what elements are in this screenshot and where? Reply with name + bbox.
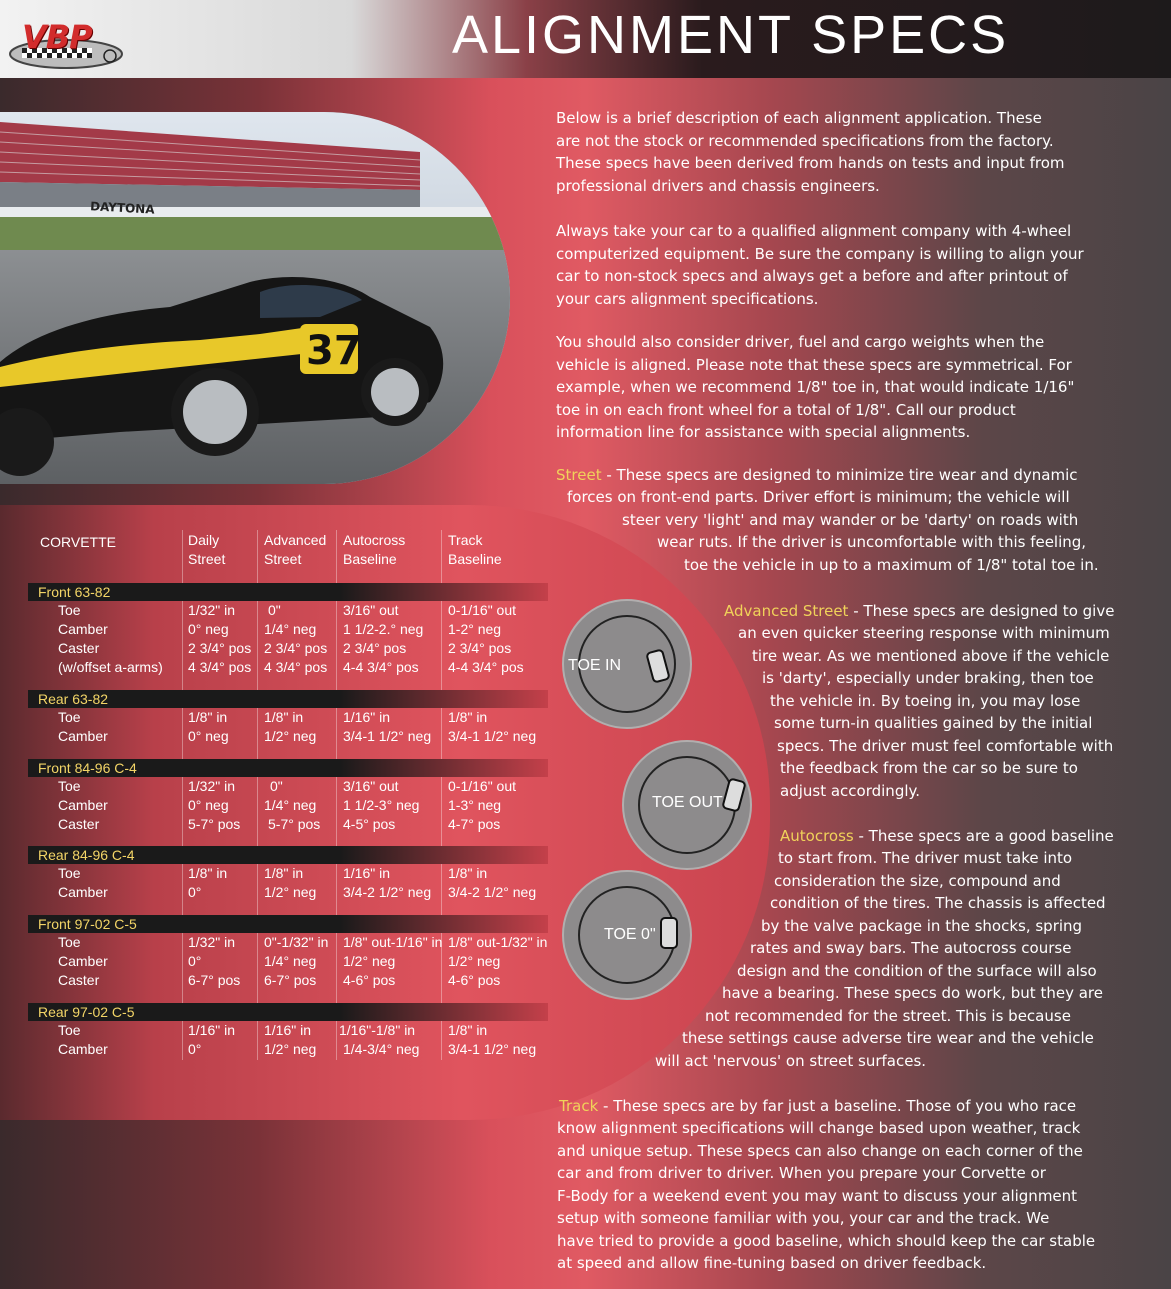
column-header-line: Track [448, 532, 483, 548]
daytona-banner: DAYTONA [89, 199, 155, 217]
intro-line: toe in on each front wheel for a total of 1/8". Call our product [556, 400, 1016, 419]
row-label: Camber [58, 953, 108, 969]
group-label: Front 84-96 C-4 [38, 760, 137, 776]
autocross-line: have a bearing. These specs do work, but they are [722, 984, 1103, 1002]
page-title: ALIGNMENT SPECS [452, 5, 1010, 65]
table-cell: 0-1/16" out [448, 602, 517, 618]
advanced-street-keyword: Advanced Street [724, 602, 849, 620]
column-header-line: Baseline [343, 551, 397, 567]
table-cell: 6-7° pos [188, 972, 241, 988]
row-label: Camber [58, 884, 108, 900]
table-cell: 5-7° pos [188, 816, 241, 832]
intro-line: are not the stock or recommended specifications from the factory. [556, 131, 1054, 150]
advanced-line: some turn-in qualities gained by the initial [774, 714, 1093, 732]
intro-line: You should also consider driver, fuel and cargo weights when the [556, 333, 1045, 351]
group-header-front-63-82 [28, 583, 548, 601]
table-cell: 1/2° neg [264, 884, 317, 900]
row-label: Toe [58, 778, 81, 794]
table-cell: 1/8" in [264, 865, 304, 881]
row-label: Caster [58, 972, 100, 988]
column-header-line: Autocross [343, 532, 406, 548]
autocross-line: will act 'nervous' on street surfaces. [655, 1052, 927, 1070]
table-cell: 0" [270, 778, 283, 794]
toe-out-diagram [622, 740, 752, 870]
toe-out-label: TOE OUT [652, 794, 723, 811]
table-cell: 3/4-2 1/2° neg [448, 884, 537, 900]
column-divider [257, 530, 258, 1060]
intro-paragraph-3 [556, 331, 1156, 444]
autocross-line: by the valve package in the shocks, spring [761, 917, 1083, 935]
table-cell: 0° [188, 953, 202, 969]
table-cell: 4-5° pos [343, 816, 396, 832]
table-cell: 0-1/16" out [448, 778, 517, 794]
table-cell: 1/2° neg [264, 728, 317, 744]
autocross-line: rates and sway bars. The autocross course [750, 939, 1072, 957]
row-label: Toe [58, 709, 81, 725]
advanced-line: an even quicker steering response with minimum [738, 624, 1110, 642]
table-cell: 1/2° neg [264, 1041, 317, 1057]
table-cell: 4-4 3/4° pos [343, 659, 419, 675]
table-cell: 1/2° neg [448, 953, 501, 969]
table-cell: 1-2° neg [448, 621, 502, 637]
table-cell: 1/32" in [188, 778, 236, 794]
table-cell: 2 3/4° pos [264, 640, 328, 656]
track-line: at speed and allow fine-tuning based on driver feedback. [557, 1254, 987, 1272]
group-label: Front 63-82 [38, 584, 111, 600]
table-cell: 0" [268, 602, 281, 618]
column-header-line: Baseline [448, 551, 502, 567]
section-text: - These specs are by far just a baseline. Those of you who race [598, 1097, 1077, 1115]
advanced-line: is 'darty', especially under braking, then toe [762, 669, 1094, 687]
table-cell: 3/4-1 1/2° neg [448, 1041, 537, 1057]
group-label: Front 97-02 C-5 [38, 916, 137, 932]
track-line: know alignment specifications will change based upon weather, track [557, 1119, 1081, 1137]
toe-zero-label: TOE 0" [604, 926, 656, 943]
autocross-line: consideration the size, compound and [774, 872, 1061, 890]
car-top-icon [658, 916, 680, 950]
column-header-line: Street [264, 551, 302, 567]
row-label: Camber [58, 797, 108, 813]
intro-line: your cars alignment specifications. [556, 289, 819, 308]
row-label: Caster [58, 640, 100, 656]
group-label: Rear 97-02 C-5 [38, 1004, 135, 1020]
advanced-line: the feedback from the car so be sure to [780, 759, 1078, 777]
column-header-advanced-street [264, 531, 326, 569]
table-cell: 0° [188, 1041, 202, 1057]
table-cell: 1/16" in [188, 1022, 236, 1038]
section-text: - These specs are a good baseline [853, 827, 1114, 845]
group-label: Rear 63-82 [38, 691, 109, 707]
intro-line: professional drivers and chassis engineers. [556, 176, 880, 195]
advanced-line: tire wear. As we mentioned above if the vehicle [752, 647, 1110, 665]
intro-line: Always take your car to a qualified alignment company with 4-wheel [556, 222, 1072, 240]
column-header-line: Advanced [264, 532, 327, 548]
toe-in-diagram [562, 599, 692, 729]
row-label: Camber [58, 1041, 108, 1057]
column-header-line: Daily [188, 532, 220, 548]
table-cell: 2 3/4° pos [188, 640, 252, 656]
autocross-keyword: Autocross [780, 827, 854, 845]
table-cell: 4-7° pos [448, 816, 501, 832]
table-cell: 1/8" in [448, 865, 488, 881]
table-cell: 1/8" in [448, 1022, 488, 1038]
table-cell: 1/16" in [343, 865, 391, 881]
table-cell: 1/8" in [188, 865, 228, 881]
row-label: Toe [58, 602, 81, 618]
advanced-line: specs. The driver must feel comfortable with [777, 737, 1114, 755]
intro-line: Below is a brief description of each alignment application. These [556, 109, 1042, 127]
advanced-line: adjust accordingly. [780, 782, 921, 800]
advanced-line-1 [724, 602, 1114, 620]
table-cell: 2 3/4° pos [448, 640, 512, 656]
street-keyword: Street [556, 466, 602, 484]
street-line-1 [556, 466, 1078, 484]
track-line: and unique setup. These specs can also change on each corner of the [557, 1142, 1083, 1160]
vbp-logo [8, 18, 126, 76]
table-cell: 3/4-1 1/2° neg [343, 728, 432, 744]
table-cell: 1/32" in [188, 602, 236, 618]
autocross-line: not recommended for the street. This is because [705, 1007, 1071, 1025]
column-divider [336, 530, 337, 1060]
section-text: - These specs are designed to minimize tire wear and dynamic [601, 466, 1078, 484]
table-cell: 4 3/4° pos [188, 659, 252, 675]
table-cell: 0"-1/32" in [264, 934, 329, 950]
intro-line: information line for assistance with special alignments. [556, 423, 971, 442]
table-cell: 1/16"-1/8" in [339, 1022, 416, 1038]
track-line: car and from driver to driver. When you prepare your Corvette or [557, 1164, 1046, 1182]
column-header-line: Street [188, 551, 226, 567]
row-label: Toe [58, 934, 81, 950]
autocross-line: to start from. The driver must take into [778, 849, 1073, 867]
column-header-track-baseline [448, 531, 502, 569]
race-car-photo [0, 112, 510, 484]
table-cell: 3/4-1 1/2° neg [448, 728, 537, 744]
car-top-icon [646, 649, 672, 683]
intro-paragraph-1 [556, 107, 1156, 197]
autocross-line: design and the condition of the surface will also [737, 962, 1097, 980]
intro-line: car to non-stock specs and always get a before and after printout of [556, 267, 1068, 286]
street-line: wear ruts. If the driver is uncomfortable with this feeling, [657, 533, 1087, 551]
track-line: F-Body for a weekend event you may want to discuss your alignment [557, 1187, 1078, 1205]
table-cell: 1/16" in [343, 709, 391, 725]
row-label: Camber [58, 728, 108, 744]
column-header-daily-street [188, 531, 225, 569]
table-cell: 1/8" out-1/16" in [343, 934, 443, 950]
table-cell: 2 3/4° pos [343, 640, 407, 656]
table-cell: 1/8" out-1/32" in [448, 934, 548, 950]
autocross-line: these settings cause adverse tire wear and the vehicle [682, 1029, 1094, 1047]
table-cell: 1/4° neg [264, 621, 317, 637]
track-line-1 [559, 1097, 1076, 1115]
track-keyword: Track [559, 1097, 599, 1115]
intro-line: These specs have been derived from hands on tests and input from [556, 154, 1065, 173]
table-cell: 1/8" in [264, 709, 304, 725]
car-top-icon [722, 778, 748, 812]
table-cell: 1/8" in [448, 709, 488, 725]
logo-text: VBP [22, 18, 92, 56]
street-line: toe the vehicle in up to a maximum of 1/8" total toe in. [684, 556, 1099, 574]
street-line: steer very 'light' and may wander or be 'darty' on roads with [622, 511, 1079, 529]
table-cell: 6-7° pos [264, 972, 317, 988]
group-header-rear-63-82 [28, 690, 548, 708]
table-cell: 5-7° pos [268, 816, 321, 832]
toe-zero-diagram [562, 870, 692, 1000]
intro-paragraph-2 [556, 220, 1156, 310]
table-cell: 1 1/2-2.° neg [343, 621, 424, 637]
section-text: - These specs are designed to give [848, 602, 1115, 620]
autocross-line-1 [780, 827, 1114, 845]
table-cell: 0° [188, 884, 202, 900]
row-label: Camber [58, 621, 108, 637]
advanced-line: the vehicle in. By toeing in, you may lose [770, 692, 1081, 710]
table-cell: 3/4-2 1/2° neg [343, 884, 432, 900]
row-label: Caster [58, 816, 100, 832]
group-header-front-84-96 [28, 759, 548, 777]
column-divider [441, 530, 442, 1060]
table-cell: 1/8" in [188, 709, 228, 725]
table-cell: 0° neg [188, 728, 229, 744]
table-cell: 1/2° neg [343, 953, 396, 969]
group-label: Rear 84-96 C-4 [38, 847, 135, 863]
table-cell: 1 1/2-3° neg [343, 797, 420, 813]
street-line: forces on front-end parts. Driver effort is minimum; the vehicle will [567, 488, 1070, 506]
intro-line: vehicle is aligned. Please note that these specs are symmetrical. For [556, 355, 1072, 374]
table-cell: 1/4-3/4° neg [343, 1041, 420, 1057]
toe-in-label: TOE IN [568, 657, 622, 674]
table-cell: 1/4° neg [264, 797, 317, 813]
table-cell: 3/16" out [343, 602, 399, 618]
table-cell: 1/16" in [264, 1022, 312, 1038]
column-divider [182, 530, 183, 1060]
row-label: Toe [58, 1022, 81, 1038]
corner-label: CORVETTE [40, 534, 116, 550]
table-cell: 4-6° pos [343, 972, 396, 988]
table-cell: 1/4° neg [264, 953, 317, 969]
track-line: have tried to provide a good baseline, which should keep the car stable [557, 1232, 1096, 1250]
table-cell: 0° neg [188, 797, 229, 813]
row-label: Toe [58, 865, 81, 881]
table-cell: 1-3° neg [448, 797, 502, 813]
group-header-rear-97-02 [28, 1003, 548, 1021]
intro-line: computerized equipment. Be sure the company is willing to align your [556, 244, 1084, 263]
car-number: 37 [306, 328, 362, 374]
table-cell: 0° neg [188, 621, 229, 637]
group-header-rear-84-96 [28, 846, 548, 864]
table-cell: 4-6° pos [448, 972, 501, 988]
table-cell: 4 3/4° pos [264, 659, 328, 675]
table-cell: 3/16" out [343, 778, 399, 794]
table-cell: 1/32" in [188, 934, 236, 950]
row-label: (w/offset a-arms) [58, 659, 163, 675]
column-header-autocross-baseline [343, 531, 405, 569]
group-header-front-97-02 [28, 915, 548, 933]
table-cell: 4-4 3/4° pos [448, 659, 524, 675]
autocross-line: condition of the tires. The chassis is affected [770, 894, 1106, 912]
intro-line: example, when we recommend 1/8" toe in, that would indicate 1/16" [556, 378, 1075, 397]
track-line: setup with someone familiar with you, your car and the track. We [557, 1209, 1050, 1227]
